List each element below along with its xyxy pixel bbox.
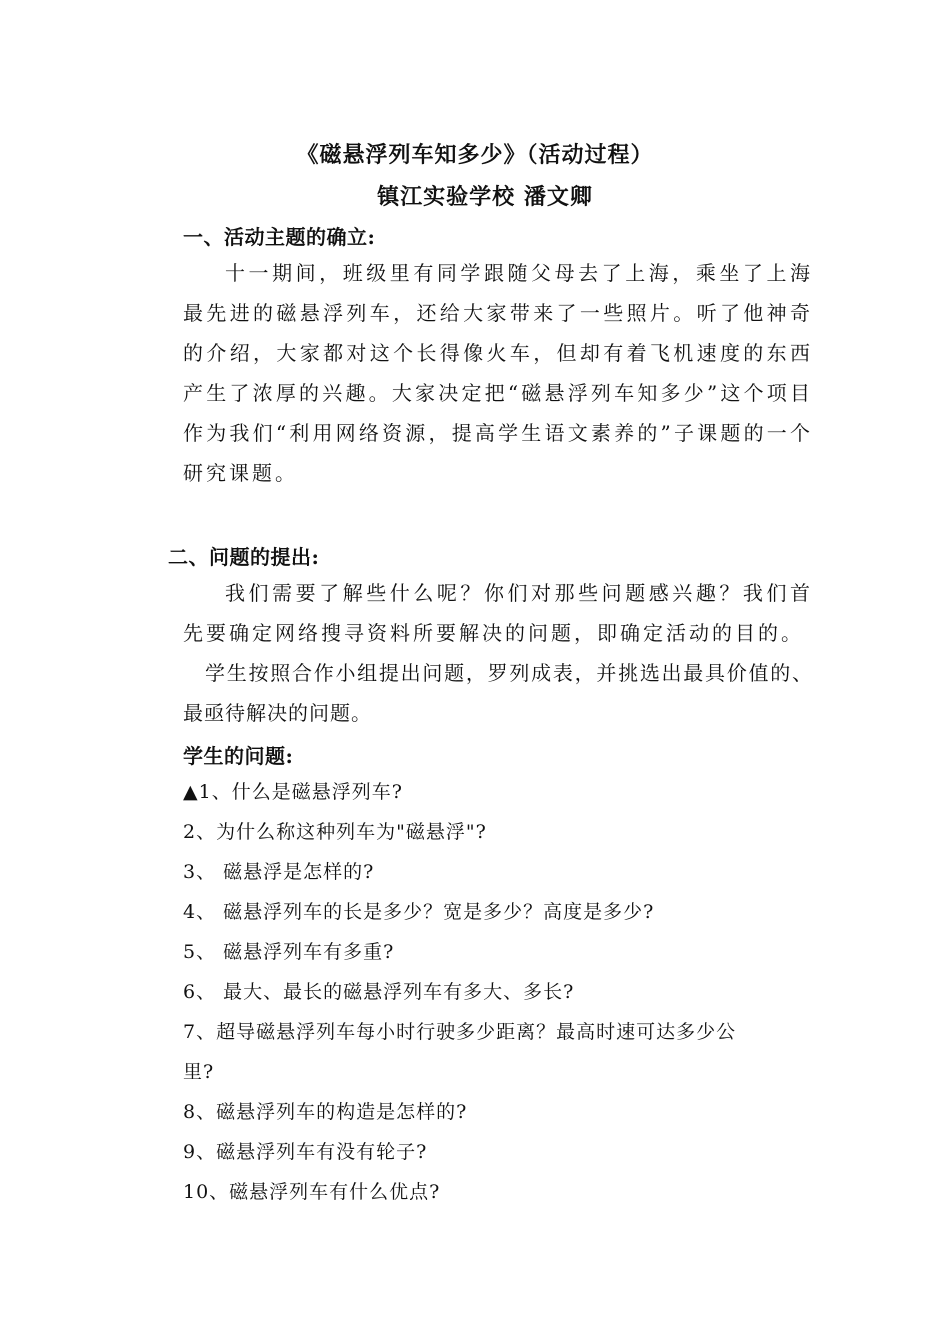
list-item: 5、 磁悬浮列车有多重? — [183, 941, 395, 963]
section2-paragraph1: 我们需要了解些什么呢？你们对那些问题感兴趣？我们首先要确定网络搜寻资料所要解决的问题，即确定活动的目的。 — [183, 581, 813, 645]
list-item: 4、 磁悬浮列车的长是多少？宽是多少？高度是多少? — [183, 901, 655, 923]
list-item: ▲1、什么是磁悬浮列车? — [183, 781, 403, 803]
list-item: 里? — [183, 1061, 215, 1083]
list-item: 3、 磁悬浮是怎样的? — [183, 861, 375, 883]
section1-paragraph: 十一期间，班级里有同学跟随父母去了上海，乘坐了上海最先进的磁悬浮列车，还给大家带来了一些照片。听了他神奇的介绍，大家都对这个长得像火车，但却有着飞机速度的东西产生了浓厚的兴趣。大家决定把“磁悬浮列车知多少”这个项目作为我们“利用网络资源，提高学生语文素养的”子课题的一个研究课题。 — [183, 261, 813, 485]
document-title: 《磁悬浮列车知多少》（活动过程） — [296, 142, 654, 168]
author-line: 镇江实验学校 潘文卿 — [377, 184, 593, 210]
section2-paragraph2: 学生按照合作小组提出问题，罗列成表，并挑选出最具价值的、最亟待解决的问题。 — [183, 661, 813, 725]
questions-heading: 学生的问题: — [183, 744, 294, 768]
list-item: 10、磁悬浮列车有什么优点? — [183, 1181, 441, 1203]
list-item: 2、为什么称这种列车为"磁悬浮"? — [183, 821, 487, 843]
list-item: 9、磁悬浮列车有没有轮子? — [183, 1141, 428, 1163]
list-item: 6、 最大、最长的磁悬浮列车有多大、多长? — [183, 981, 575, 1003]
questions-list — [183, 772, 813, 1212]
section2-heading: 二、问题的提出: — [168, 545, 320, 569]
list-item: 7、超导磁悬浮列车每小时行驶多少距离？最高时速可达多少公 — [183, 1021, 737, 1043]
list-item: 8、磁悬浮列车的构造是怎样的? — [183, 1101, 468, 1123]
section1-heading: 一、活动主题的确立: — [183, 225, 376, 249]
